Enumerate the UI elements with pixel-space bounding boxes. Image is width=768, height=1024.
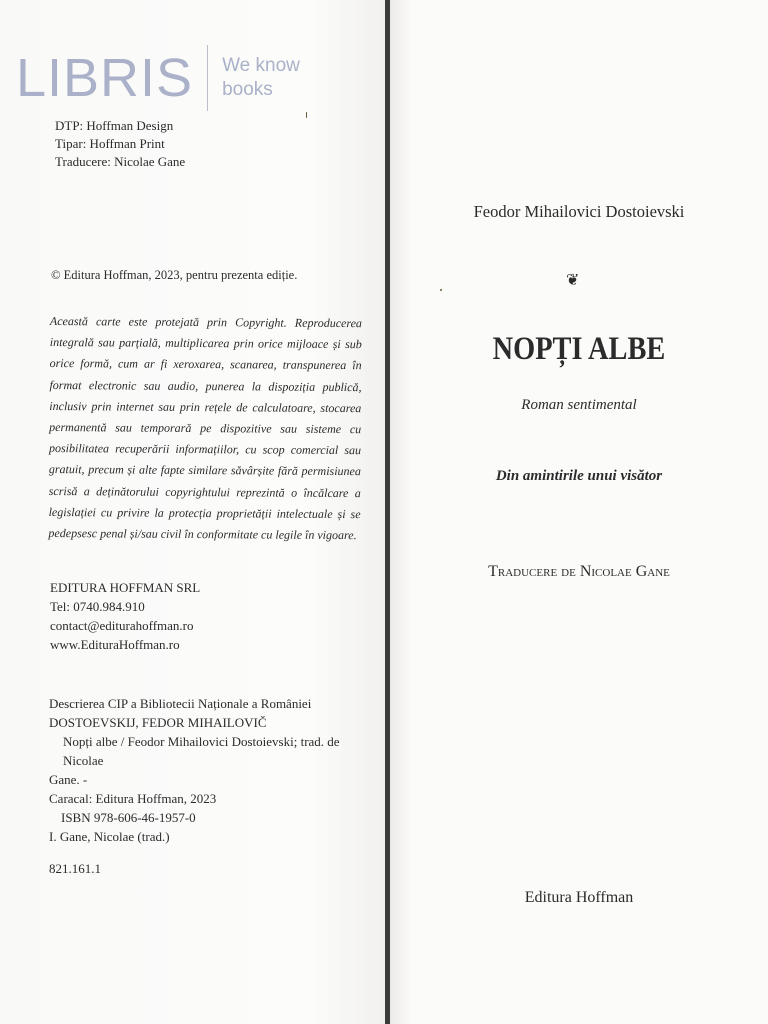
copyright-line: © Editura Hoffman, 2023, pentru prezenta ediție. — [51, 268, 298, 282]
production-credits — [55, 117, 185, 171]
cip-added-entry: I. Gane, Nicolae (trad.) — [49, 829, 170, 844]
libris-logo — [16, 46, 300, 110]
logo-wordmark: LIBRIS — [16, 48, 194, 108]
title-page-author: Feodor Mihailovici Dostoievski — [473, 202, 685, 221]
publisher-website: www.EdituraHoffman.ro — [50, 637, 180, 652]
legal-notice: Această carte este protejată prin Copyright. Reproducerea integrală sau parțială, multiplicarea prin orice mijloace și sub orice formă, cum ar fi xeroxarea, scanarea, transpunerea în format electronic sau audio, punerea la dispoziția publică, inclusiv prin internet sau prin rețele de calculatoare, stocarea permanentă sau temporară pe dispozitive sau sisteme cu posibilitatea recuperării informațiilor, cu scop comercial sau gratuit, precum și alte fapte similare săvârșite fără permisiunea scrisă a deținătorului copyrightului reprezintă o încălcare a legislației cu privire la protecția proprietății intelectuale și se pedepsesc penal și/sau civil în conformitate cu legile în vigoare. — [48, 313, 362, 543]
title-page-imprint: Editura Hoffman — [524, 889, 634, 906]
scan-speck — [440, 289, 442, 291]
cip-place: Caracal: Editura Hoffman, 2023 — [49, 791, 217, 806]
cip-title-line: Nopți albe / Feodor Mihailovici Dostoievski; trad. de Nicolae — [63, 734, 340, 768]
cip-header: Descrierea CIP a Bibliotecii Naționale a României — [49, 696, 312, 711]
credit-translation: Traducere: Nicolae Gane — [55, 154, 186, 169]
cip-author: DOSTOEVSKIJ, FEDOR MIHAILOVIČ — [49, 715, 267, 730]
logo-tagline-line1: We know — [222, 55, 300, 76]
book-title: NOPȚI ALBE — [492, 331, 666, 367]
credit-print: Tipar: Hoffman Print — [55, 136, 165, 151]
fleuron-icon: ❦ — [566, 272, 580, 289]
cip-title-line-cont: Gane. - — [49, 772, 88, 787]
cip-classification: 821.161.1 — [49, 861, 101, 876]
publisher-email: contact@editurahoffman.ro — [50, 618, 194, 633]
logo-tagline — [222, 54, 300, 102]
publisher-name: EDITURA HOFFMAN SRL — [50, 580, 201, 595]
credit-dtp: DTP: Hoffman Design — [55, 118, 174, 133]
book-subtitle-secondary: Din amintirile unui visător — [495, 468, 663, 484]
book-subtitle: Roman sentimental — [521, 397, 637, 413]
title-page-translator: Traducere de Nicolae Gane — [488, 563, 670, 580]
right-page — [390, 0, 768, 1024]
cip-record — [49, 694, 349, 846]
logo-tagline-line2: books — [222, 79, 273, 100]
publisher-phone: Tel: 0740.984.910 — [50, 599, 145, 614]
scan-speck — [306, 112, 307, 118]
publisher-contact — [50, 578, 200, 654]
logo-divider — [207, 45, 208, 111]
cip-isbn: ISBN 978-606-46-1957-0 — [61, 810, 196, 825]
